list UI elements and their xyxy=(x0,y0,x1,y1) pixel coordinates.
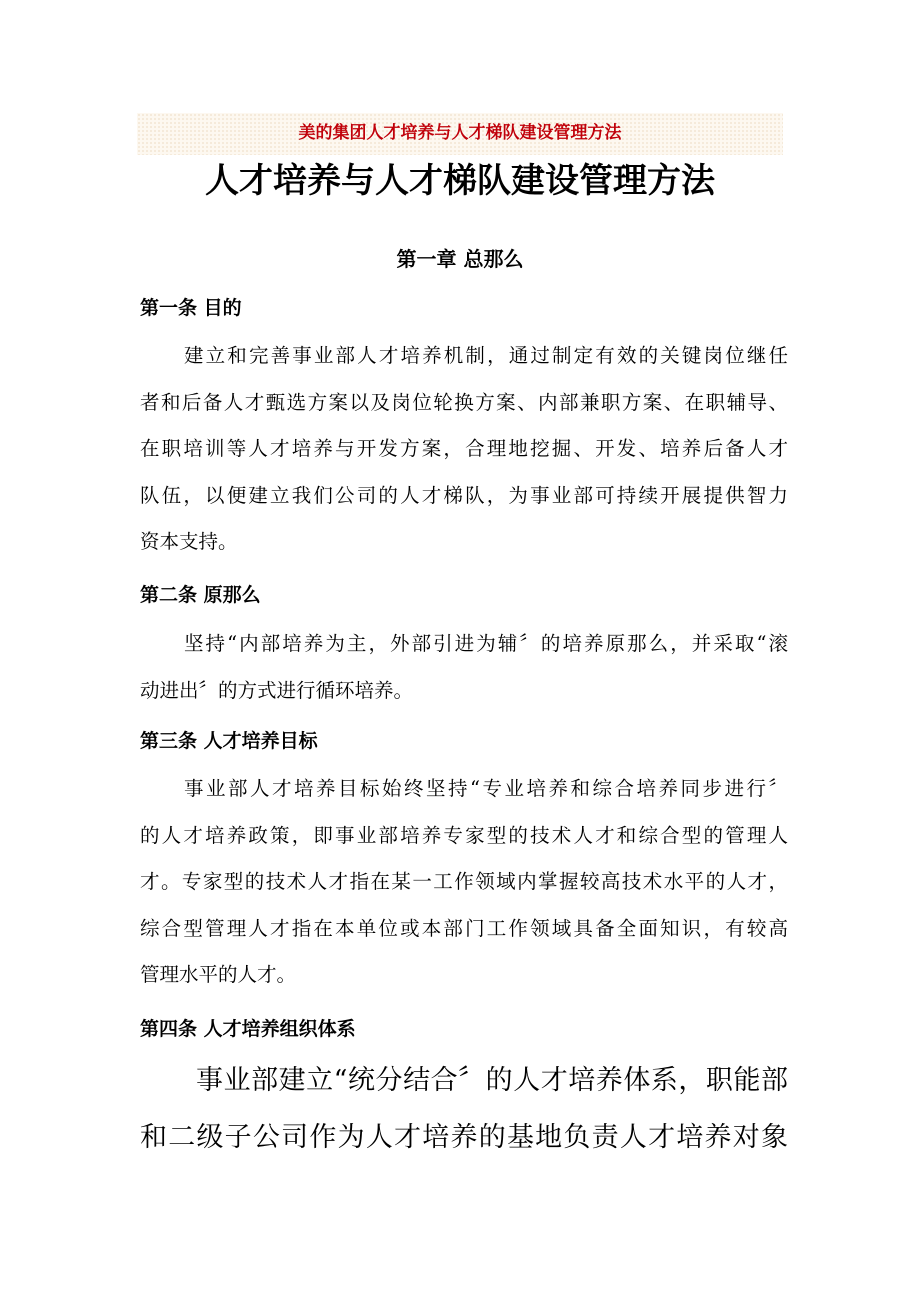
article-3-line-5: 管理水平的人才。 xyxy=(140,963,297,986)
chapter-heading: 第一章 总那么 xyxy=(396,247,524,271)
article-1-line-5: 资本支持。 xyxy=(140,530,238,553)
article-1-line-1: 建立和完善事业部人才培养机制，通过制定有效的关键岗位继任 xyxy=(184,344,788,367)
article-3-line-2: 的人才培养政策，即事业部培养专家型的技术人才和综合型的管理人 xyxy=(140,823,788,847)
article-4-line-2: 和二级子公司作为人才培养的基地负责人才培养对象 xyxy=(140,1122,788,1153)
article-4-line-1: 事业部建立“统分结合〞的人才培养体系，职能部 xyxy=(196,1065,788,1096)
document-title: 人才培养与人才梯队建设管理方法 xyxy=(205,161,715,201)
article-1-line-3: 在职培训等人才培养与开发方案，合理地挖掘、开发、培养后备人才 xyxy=(140,437,788,460)
header-banner: 美的集团人才培养与人才梯队建设管理方法 xyxy=(137,113,783,155)
article-3-line-4: 综合型管理人才指在本单位或本部门工作领域具备全面知识，有较高 xyxy=(140,916,788,940)
article-2-body xyxy=(140,621,788,714)
article-3-line-1: 事业部人才培养目标始终坚持“专业培养和综合培养同步进行〞 xyxy=(184,777,788,800)
article-4-body xyxy=(140,1052,788,1166)
article-1-body xyxy=(140,333,788,566)
article-3-line-3: 才。专家型的技术人才指在某一工作领域内掌握较高技术水平的人才， xyxy=(140,870,788,893)
article-3-body xyxy=(140,766,788,999)
article-4-heading: 第四条 人才培养组织体系 xyxy=(140,1018,356,1040)
article-3-heading: 第三条 人才培养目标 xyxy=(140,730,318,752)
article-2-heading: 第二条 原那么 xyxy=(140,584,261,606)
article-1-heading: 第一条 目的 xyxy=(140,297,242,319)
article-2-line-2: 动进出〞的方式进行循环培养。 xyxy=(140,678,414,702)
article-2-line-1: 坚持“内部培养为主，外部引进为辅〞的培养原那么，并采取“滚 xyxy=(184,632,788,655)
article-1-line-2: 者和后备人才甄选方案以及岗位轮换方案、内部兼职方案、在职辅导、 xyxy=(140,390,788,414)
article-1-line-4: 队伍，以便建立我们公司的人才梯队，为事业部可持续开展提供智力 xyxy=(140,483,788,507)
